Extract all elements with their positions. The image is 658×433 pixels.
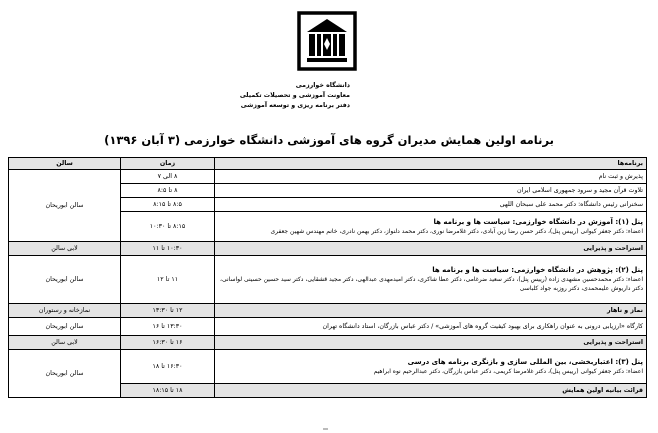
hall-cell: سالن ابوریحان bbox=[9, 350, 121, 398]
program-cell bbox=[215, 256, 647, 304]
hall-cell: لابی سالن bbox=[9, 242, 121, 256]
program-table bbox=[8, 157, 647, 398]
time-cell: ۱۶ تا ۱۶:۳۰ bbox=[121, 336, 215, 350]
column-header-hall: سالن bbox=[9, 158, 121, 170]
header-office-name: دفتر برنامه ریزی و توسعه آموزشی bbox=[240, 102, 350, 109]
header-university-name: دانشگاه خوارزمی bbox=[295, 82, 350, 89]
time-cell: ۱۶:۳۰ تا ۱۸ bbox=[121, 350, 215, 384]
program-cell: کارگاه «ارزیابی درونی به عنوان راهکاری برای بهبود کیفیت گروه های آموزشی» / دکتر عباس بازرگان، استاد دانشگاه تهران bbox=[215, 318, 647, 336]
program-cell bbox=[215, 350, 647, 384]
table-row bbox=[9, 336, 647, 350]
program-cell: پذیرش و ثبت نام bbox=[215, 170, 647, 184]
table-row bbox=[9, 170, 647, 184]
time-cell: ۸ تا ۸:۵ bbox=[121, 184, 215, 198]
time-cell: ۸ الی ۷ bbox=[121, 170, 215, 184]
time-cell: ۸:۵ تا ۸:۱۵ bbox=[121, 198, 215, 212]
panel-members: اعضاء: دکتر محمدحسین مشهدی زاده (رییس پنل)، دکتر سعید ضرغامی، دکتر عطا شاکری، دکتر امیدمهدی عبدالهی، دکتر مجید قشقایی، دکتر سید حسین حسینی لواسانی، دکتر داریوش علیمحمدی، دکتر روزبه جواد کلباسی bbox=[220, 276, 643, 292]
time-cell: ۱۸ تا ۱۸:۱۵ bbox=[121, 384, 215, 398]
program-cell: استراحت و پذیرایی bbox=[215, 336, 647, 350]
panel-members: اعضاء: دکتر جعفر کیوانی (رییس پنل)، دکتر حسن رضا زین آبادی، دکتر غلامرضا نوری، دکتر محمد دلنواز، دکتر بهمن نادری، خانم مهندس شهین جعفری bbox=[270, 227, 643, 235]
hall-cell: سالن ابوریحان bbox=[9, 170, 121, 242]
program-cell: سخنرانی رئیس دانشگاه: دکتر محمد علی سبحان اللهی bbox=[215, 198, 647, 212]
hall-cell: سالن ابوریحان bbox=[9, 318, 121, 336]
header-deputy-name: معاونت آموزشی و تحصیلات تکمیلی bbox=[239, 92, 350, 99]
program-cell bbox=[215, 212, 647, 242]
time-cell: ۱۰:۳۰ تا ۱۱ bbox=[121, 242, 215, 256]
time-cell: ۸:۱۵ تا ۱۰:۳۰ bbox=[121, 212, 215, 242]
panel-members: اعضاء: دکتر جعفر کیوانی (رییس پنل)، دکتر غلامرضا کریمی، دکتر عباس بازرگان، دکتر عبدالرحیم نوه ابراهیم bbox=[373, 367, 643, 375]
time-cell: ۱۳:۳۰ تا ۱۶ bbox=[121, 318, 215, 336]
hall-cell: سالن ابوریحان bbox=[9, 256, 121, 304]
program-cell: تلاوت قرآن مجید و سرود جمهوری اسلامی ایران bbox=[215, 184, 647, 198]
table-row bbox=[9, 256, 647, 304]
column-header-time: زمان bbox=[121, 158, 215, 170]
table-row bbox=[9, 318, 647, 336]
panel-title: پنل (۱): آموزش در دانشگاه خوارزمی: سیاست ها و برنامه ها bbox=[433, 217, 643, 226]
table-row bbox=[9, 350, 647, 384]
page-marker bbox=[323, 428, 328, 430]
program-cell: استراحت و پذیرایی bbox=[215, 242, 647, 256]
table-row bbox=[9, 242, 647, 256]
hall-cell: لابی سالن bbox=[9, 336, 121, 350]
program-cell: قرائت بیانیه اولین همایش bbox=[215, 384, 647, 398]
table-header-row bbox=[9, 158, 647, 170]
panel-title: پنل (۲): پژوهش در دانشگاه خوارزمی: سیاست ها و برنامه ها bbox=[432, 266, 643, 274]
time-cell: ۱۱ تا ۱۲ bbox=[121, 256, 215, 304]
time-cell: ۱۲ تا ۱۳:۳۰ bbox=[121, 304, 215, 318]
panel-title: پنل (۳): اعتباربخشی، بین المللی سازی و بازنگری برنامه های درسی bbox=[407, 357, 643, 366]
program-cell: نماز و ناهار bbox=[215, 304, 647, 318]
column-header-program: برنامه‌ها bbox=[215, 158, 647, 170]
university-logo-icon bbox=[296, 10, 358, 72]
hall-cell: نمازخانه و رستوران bbox=[9, 304, 121, 318]
table-row bbox=[9, 304, 647, 318]
program-title: برنامه اولین همایش مدیران گروه های آموزشی دانشگاه خوارزمی (۳ آبان ۱۳۹۶) bbox=[104, 133, 554, 147]
